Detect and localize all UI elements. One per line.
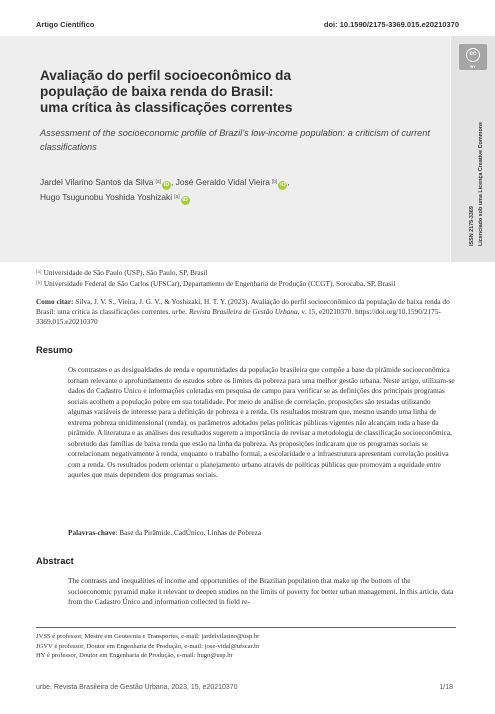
footer-journal: urbe. Revista Brasileira de Gestão Urbana, 2023, 15, e20210370 <box>36 684 238 691</box>
author <box>40 177 171 187</box>
english-title: Assessment of the socioeconomic profile of Brazil’s low-income population: a criticism of current classifications <box>40 128 430 152</box>
cc-by-label: BY <box>470 64 476 69</box>
affiliation-mark: [a] <box>155 179 162 185</box>
cc-circle-icon: cc <box>466 48 480 62</box>
footnote: JVSS é professor, Mestre em Geotecnia e Transportes, e-mail: jardelvilarino@usp.br <box>36 633 260 640</box>
keywords-label: Palavras-chave <box>68 528 116 537</box>
footnote-divider <box>36 627 456 628</box>
article-type-label: Artigo Científico <box>36 20 95 29</box>
keywords <box>68 528 456 539</box>
author-list: Jardel Vilarino Santos da Silva [a] iD , José Geraldo Vidal Vieira [b] iD , Hugo Tsugunobu Yoshida Yoshizaki [a] iD <box>40 177 290 203</box>
affiliation-mark: [b] <box>271 179 278 185</box>
page-number: 1/18 <box>439 684 453 691</box>
citation-doi[interactable]: , v. 15, e20210370. https://doi.org/10.1590/2175-3369.015.e20210370 <box>36 307 441 326</box>
footnotes <box>36 632 456 661</box>
affiliations <box>36 268 456 290</box>
resumo-heading: Resumo <box>36 345 73 355</box>
affiliation-text: Universidade Federal de São Carlos (UFSCar), Departamento de Engenharia de Produção (CCGT), Sorocaba, SP, Brasil <box>43 279 396 288</box>
issn-label: ISSN 2175-3369 <box>469 206 475 246</box>
author-name: José Geraldo Vidal Vieira <box>175 177 270 187</box>
author <box>176 177 288 187</box>
orcid-icon[interactable]: iD <box>182 197 188 203</box>
creative-commons-icon[interactable] <box>459 44 487 70</box>
citation-label: Como citar: <box>36 297 74 306</box>
article-title-line: população de baixa renda do Brasil: <box>40 84 274 99</box>
article-title <box>40 68 340 116</box>
author <box>40 192 190 202</box>
footnote: JGVV é professor, Doutor em Engenharia de Produção, e-mail: jose-vidal@ufscar.br <box>36 642 260 650</box>
affiliation-mark: [b] <box>36 281 42 286</box>
author-name: Jardel Vilarino Santos da Silva <box>40 177 154 187</box>
affiliation-mark: [a] <box>36 270 42 275</box>
affiliation <box>36 268 456 278</box>
footnote: HY é professor, Doutor em Engenharia de Produção, e-mail: hugo@usp.br <box>36 652 233 660</box>
doi-link[interactable]: doi: 10.1590/2175-3369.015.e20210370 <box>323 20 459 29</box>
affiliation-mark: [a] <box>174 194 180 200</box>
affiliation-text: Universidade de São Paulo (USP), São Paulo, SP, Brasil <box>43 268 208 277</box>
citation <box>36 297 456 327</box>
abstract-text: The contrasts and inequalities of income and opportunities of the Brazilian population that make up the bottom of the socioeconomic pyramid make it relevant to deepen studies on the limits of poverty for better urban management. In this article, data from the Cadastro Único and information collected in field re- <box>68 576 454 607</box>
abstract-heading: Abstract <box>36 556 74 566</box>
affiliation <box>36 279 456 289</box>
resumo-text: Os contrastes e as desigualdades de renda e oportunidades da população brasileira que compõe a base da pirâmide socioeconômica tornam relevante o aprofundamento de estudos sobre os limites da pobreza para uma melhor gestão urbana. Neste artigo, utilizam-se dados do Cadastro Único e informações coletadas em pesquisa de campo para verificar se as definições dos principais programas sociais acolhem a população pobre em sua totalidade. Por meio de análise de correlação, proposições são testadas utilizando algumas variáveis de interesse para a definição de pobreza e a renda. Os resultados mostram que, mesmo usando uma linha de extrema pobreza unidimensional (renda), os parâmetros adotados pelas políticas públicas vigentes não alcançam toda a base da pirâmide. A literatura e as análises dos resultados sugerem a importância de revisar a metodologia de classificação socioeconômica, sobretudo das famílias de baixa renda que estão na linha da pobreza. As proposições indicaram que os programas sociais se correlacionam negativamente à renda, enquanto o trabalho formal, a escolaridade e a infraestrutura apresentam correlação positiva com a renda. Os resultados podem orientar o planejamento urbano através de políticas públicas que promovam a equidade entre aqueles que mais dependem dos programas sociais. <box>68 365 455 480</box>
article-title-line: Avaliação do perfil socioeconômico da <box>40 68 292 83</box>
keywords-text: : Base da Pirâmide. CadÚnico. Linhas de Pobreza <box>115 528 262 537</box>
orcid-icon[interactable]: iD <box>280 182 286 188</box>
citation-journal: urbe. Revista Brasileira de Gestão Urbana <box>171 307 298 316</box>
citation-text: Silva, J. V. S., Vieira, J. G. V., & Yoshizaki, H. T. Y. (2023). Avaliação do perfil socioeconômico da população de baixa renda do Brasil: uma crítica às classificações correntes. <box>36 297 450 316</box>
article-title-line: uma crítica às classificações correntes <box>40 100 293 115</box>
orcid-icon[interactable]: iD <box>163 182 170 188</box>
author-name: Hugo Tsugunobu Yoshida Yoshizaki <box>40 192 173 202</box>
license-text: Licenciado sob uma Licença Creative Commons <box>478 121 484 246</box>
